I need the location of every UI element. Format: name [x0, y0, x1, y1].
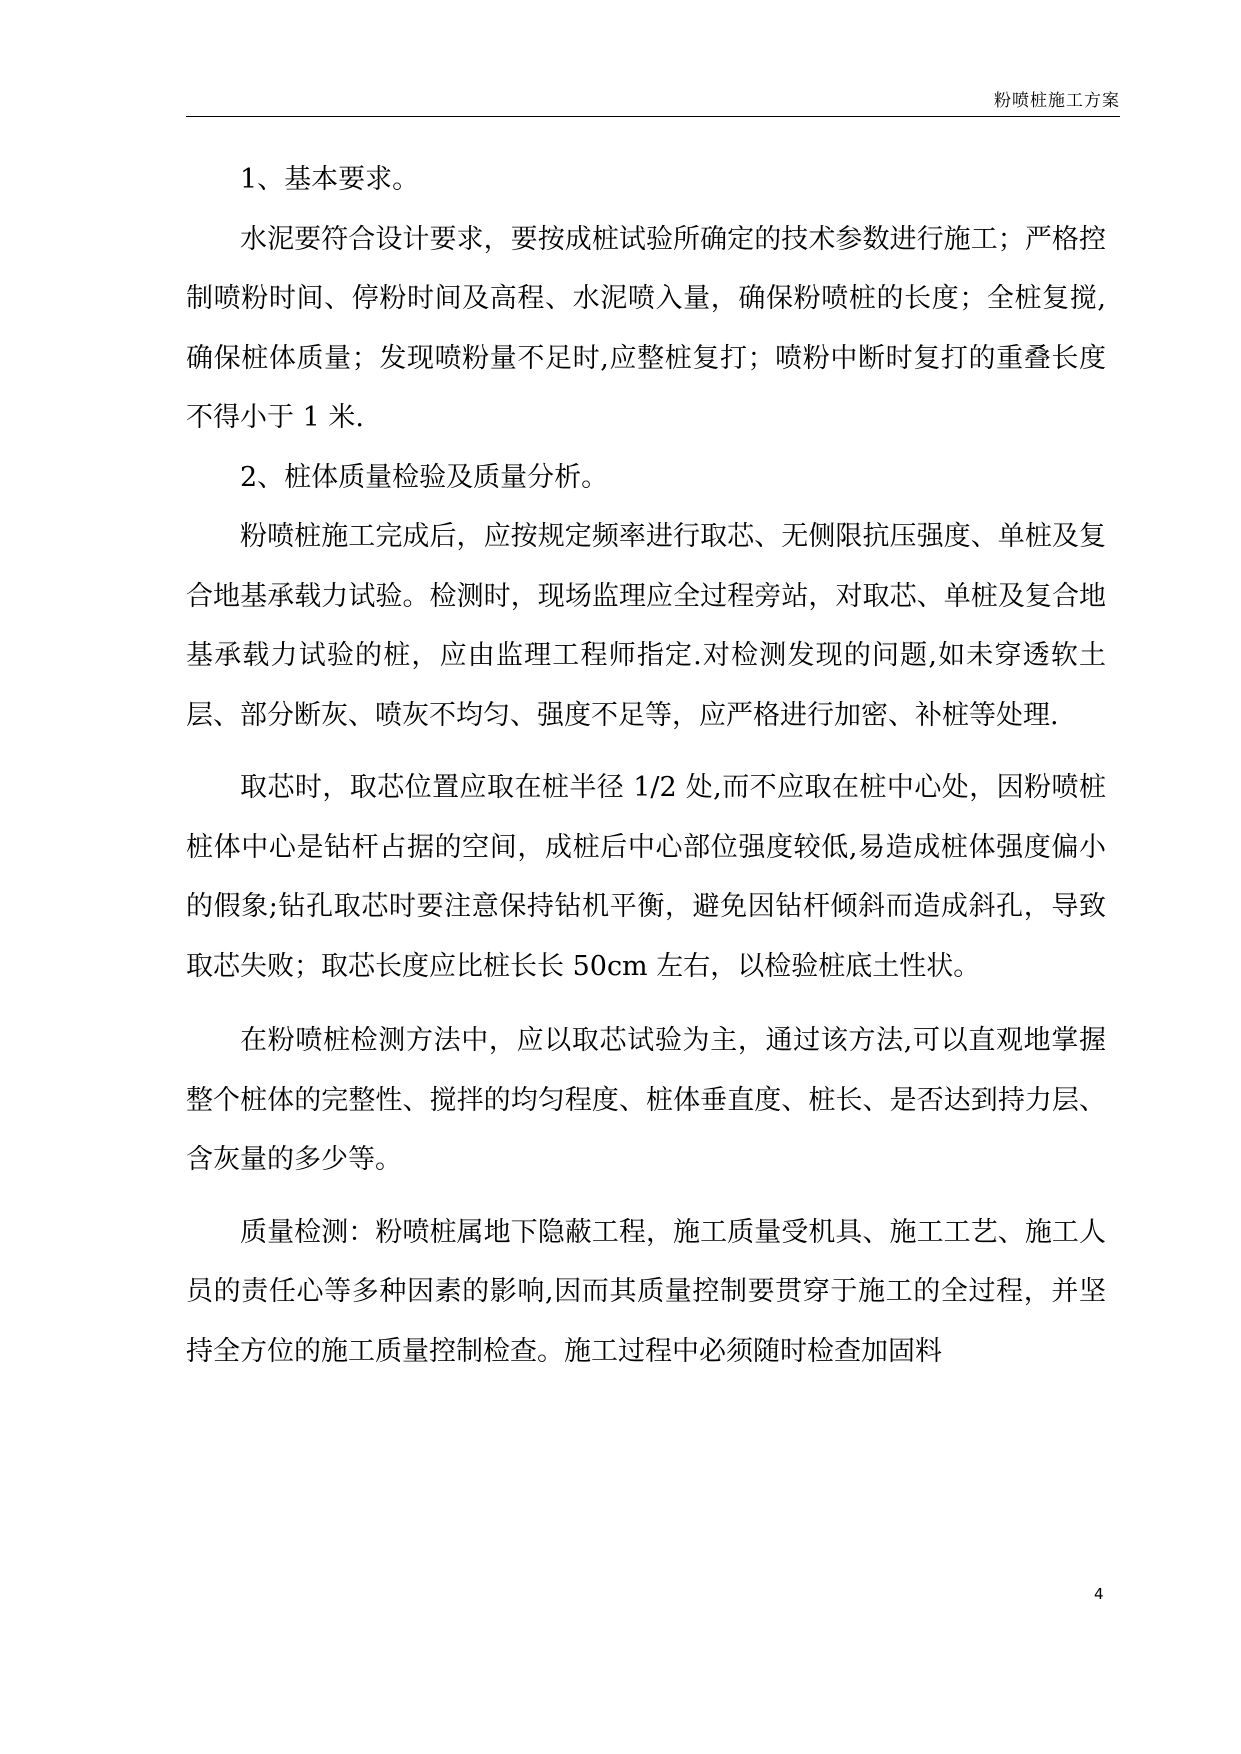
paragraph-core-sampling: 取芯时，取芯位置应取在桩半径 1/2 处,而不应取在桩中心处，因粉喷桩桩体中心是钻杆占据的空间，成桩后中心部位强度较低,易造成桩体强度偏小的假象;钻孔取芯时要注意保持钻机平衡，避免因钻杆倾斜而造成斜孔，导致取芯失败；取芯长度应比桩长长 50cm 左右，以检验桩底土性状。 — [186, 772, 1106, 982]
header-title: 粉喷桩施工方案 — [994, 91, 1120, 111]
paragraph-inspection-methods: 在粉喷桩检测方法中，应以取芯试验为主，通过该方法,可以直观地掌握整个桩体的完整性、搅拌的均匀程度、桩体垂直度、桩长、是否达到持力层、含灰量的多少等。 — [186, 1025, 1106, 1175]
page-header — [186, 84, 1120, 117]
paragraph-post-construction-testing: 粉喷桩施工完成后，应按规定频率进行取芯、无侧限抗压强度、单桩及复合地基承载力试验。检测时，现场监理应全过程旁站，对取芯、单桩及复合地基承载力试验的桩，应由监理工程师指定.对检测发现的问题,如未穿透软土层、部分断灰、喷灰不均匀、强度不足等，应严格进行加密、补桩等处理. — [186, 521, 1106, 731]
paragraph-quality-detection: 质量检测：粉喷桩属地下隐蔽工程，施工质量受机具、施工工艺、施工人员的责任心等多种因素的影响,因而其质量控制要贯穿于施工的全过程，并坚持全方位的施工质量控制检查。施工过程中必须随时检查加固料 — [186, 1216, 1106, 1367]
page-number: 4 — [1094, 1585, 1104, 1603]
paragraph-heading-basic-requirements: 1、基本要求。 — [240, 164, 420, 195]
paragraph-cement-requirements: 水泥要符合设计要求，要按成桩试验所确定的技术参数进行施工；严格控制喷粉时间、停粉时间及高程、水泥喷入量，确保粉喷桩的长度；全桩复搅,确保桩体质量；发现喷粉量不足时,应整桩复打；喷粉中断时复打的重叠长度不得小于 1 米. — [186, 223, 1106, 433]
paragraph-heading-quality-inspection: 2、桩体质量检验及质量分析。 — [240, 461, 609, 493]
document-body — [186, 150, 1106, 1381]
